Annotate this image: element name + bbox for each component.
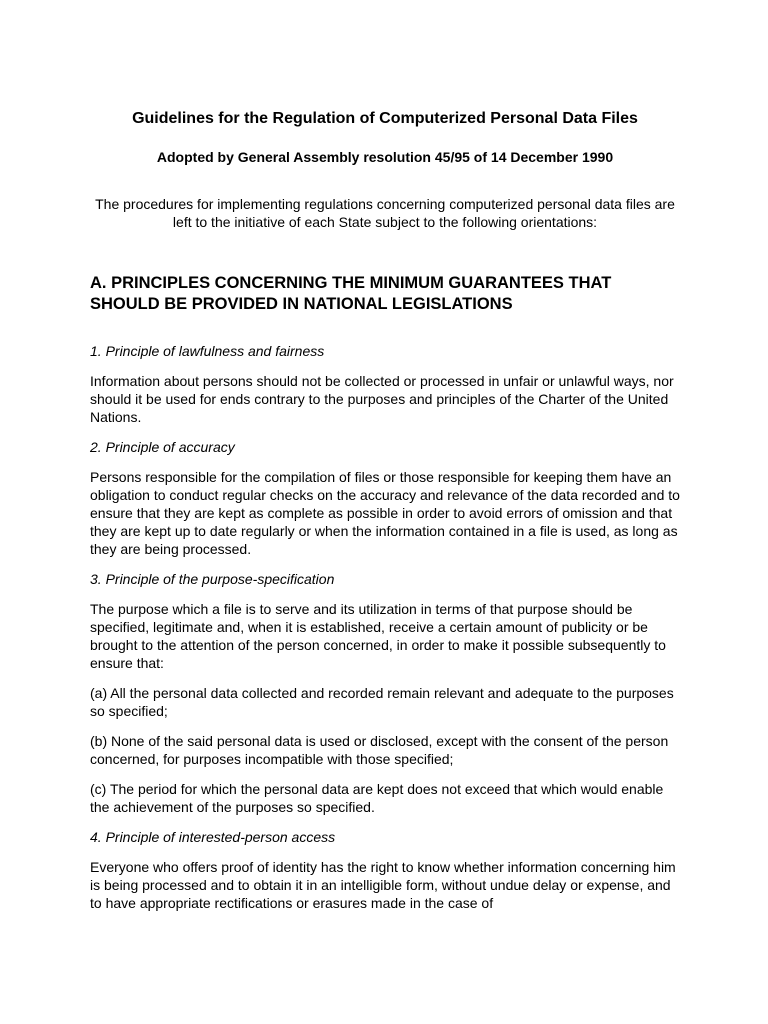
principle-2-paragraph-1: Persons responsible for the compilation of files or those responsible for keeping them have an obligation to conduct regular checks on the accuracy and relevance of the data recorded and to ensure that they are kept as complete as possible in order to avoid errors of omission and that they are kept up to date regularly or when the information contained in a file is used, as long as they are being processed. — [90, 469, 680, 557]
principle-heading-2: 2. Principle of accuracy — [90, 439, 235, 455]
section-a-body — [90, 342, 682, 924]
principle-1-paragraph-1: Information about persons should not be collected or processed in unfair or unlawful ways, nor should it be used for ends contrary to the purposes and principles of the Charter of the United Nations. — [90, 373, 674, 425]
document-title: Guidelines for the Regulation of Computerized Personal Data Files — [132, 110, 638, 127]
principle-heading-3: 3. Principle of the purpose-specification — [90, 571, 335, 587]
section-a-heading: A. PRINCIPLES CONCERNING THE MINIMUM GUARANTEES THAT SHOULD BE PROVIDED IN NATIONAL LEGISLATIONS — [90, 274, 612, 313]
principle-4-paragraph-1: Everyone who offers proof of identity has the right to know whether information concerning him is being processed and to obtain it in an intelligible form, without undue delay or expense, and to have appropriate rectifications or erasures made in the case of — [90, 859, 676, 911]
principle-3-item-b: (b) None of the said personal data is used or disclosed, except with the consent of the person concerned, for purposes incompatible with those specified; — [90, 733, 669, 767]
principle-3-item-c: (c) The period for which the personal data are kept does not exceed that which would enable the achievement of the purposes so specified. — [90, 781, 664, 815]
principle-heading-1: 1. Principle of lawfulness and fairness — [90, 343, 325, 359]
document-subtitle: Adopted by General Assembly resolution 45/95 of 14 December 1990 — [156, 149, 614, 165]
principle-3-paragraph-1: The purpose which a file is to serve and its utilization in terms of that purpose should be specified, legitimate and, when it is established, receive a certain amount of publicity or be brought to the attention of the person concerned, in order to make it possible subsequently to ensure that: — [90, 601, 666, 671]
intro-paragraph: The procedures for implementing regulations concerning computerized personal data files are left to the initiative of each State subject to the following orientations: — [95, 196, 675, 230]
principle-3-item-a: (a) All the personal data collected and recorded remain relevant and adequate to the purposes so specified; — [90, 685, 674, 719]
principle-heading-4: 4. Principle of interested-person access — [90, 829, 336, 845]
